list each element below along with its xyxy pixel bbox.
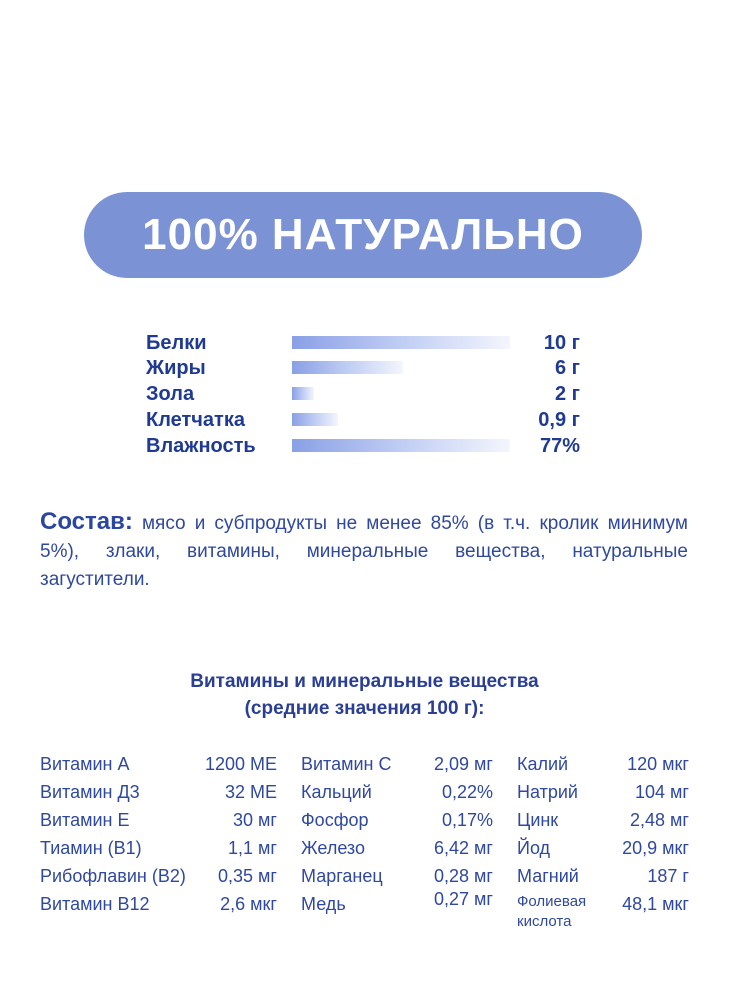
mineral-name: Витамин С <box>301 754 392 774</box>
vitamins-subtitle: (средние значения 100 г): <box>244 698 485 719</box>
composition-text: мясо и субпродукты не менее 85% (в т.ч. кролик минимум 5%), злаки, витамины, минеральные вещества, натуральные загустители. <box>40 513 688 590</box>
mineral-name: Железо <box>301 838 365 858</box>
composition-label: Состав: <box>40 508 133 535</box>
nutrition-value: 6 г <box>554 357 580 379</box>
vitamin-value: 1,1 мг <box>228 838 277 858</box>
mineral-value: 0,22% <box>441 782 493 802</box>
mineral-name: Марганец <box>301 866 383 886</box>
composition-paragraph <box>40 508 688 594</box>
nutrition-label: Белки <box>146 332 207 354</box>
mineral-name: Йод <box>517 838 551 858</box>
nutrition-bar <box>292 439 510 452</box>
nutrition-label: Жиры <box>146 357 206 379</box>
mineral-name: Калий <box>517 754 569 774</box>
mineral-value: 120 мкг <box>627 754 689 774</box>
nutrition-row-fiber <box>146 408 586 432</box>
nutrition-row-moisture <box>146 434 586 458</box>
mineral-value: 0,17% <box>441 810 493 830</box>
mineral-value: 0,28 мг <box>434 866 493 886</box>
mineral-value: 2,48 мг <box>630 810 689 830</box>
nutrition-value: 10 г <box>543 332 580 354</box>
vitamin-value: 30 мг <box>233 810 277 830</box>
mineral-value: 2,09 мг <box>434 754 493 774</box>
vitamin-value: 0,35 мг <box>218 866 277 886</box>
mineral-name: Фосфор <box>301 810 369 830</box>
mineral-name: Кальций <box>301 782 372 802</box>
nutrition-label: Влажность <box>146 435 256 457</box>
vitamin-name: Рибофлавин (В2) <box>40 866 186 886</box>
vitamin-name: Витамин Д3 <box>40 782 140 802</box>
mineral-value: 48,1 мкг <box>622 894 689 914</box>
mineral-name: Магний <box>517 866 579 886</box>
nutrition-row-protein <box>146 331 586 355</box>
nutrition-bar <box>292 387 314 400</box>
nutrition-value: 0,9 г <box>538 409 580 431</box>
mineral-name: Медь <box>301 894 346 914</box>
nutrition-bar <box>292 361 403 374</box>
vitamins-title: Витамины и минеральные вещества <box>190 671 539 692</box>
vitamin-value: 32 МЕ <box>224 782 277 802</box>
mineral-name: Натрий <box>517 782 578 802</box>
natural-badge <box>84 192 642 278</box>
vitamin-name: Витамин Е <box>40 810 130 830</box>
vitamin-name: Витамин В12 <box>40 894 150 914</box>
mineral-name-cont: кислота <box>517 913 572 930</box>
nutrition-value: 77% <box>539 435 580 457</box>
mineral-value: 20,9 мкг <box>622 838 689 858</box>
nutrition-bar <box>292 413 338 426</box>
mineral-value: 6,42 мг <box>434 838 493 858</box>
vitamin-name: Витамин А <box>40 754 130 774</box>
nutrition-row-fat <box>146 356 586 380</box>
vitamin-value: 2,6 мкг <box>220 894 277 914</box>
nutrition-label: Клетчатка <box>146 409 245 431</box>
nutrition-bar <box>292 336 510 349</box>
vitamin-name: Тиамин (В1) <box>40 838 142 858</box>
badge-text: 100% НАТУРАЛЬНО <box>142 210 584 259</box>
nutrition-label: Зола <box>146 383 195 405</box>
mineral-value: 0,27 мг <box>434 889 493 909</box>
nutrition-value: 2 г <box>554 383 580 405</box>
vitamin-value: 1200 МЕ <box>204 754 277 774</box>
mineral-value: 104 мг <box>635 782 689 802</box>
nutrition-row-ash <box>146 382 586 406</box>
mineral-name: Цинк <box>517 810 559 830</box>
mineral-name: Фолиевая <box>517 893 587 910</box>
mineral-value: 187 г <box>647 866 689 886</box>
